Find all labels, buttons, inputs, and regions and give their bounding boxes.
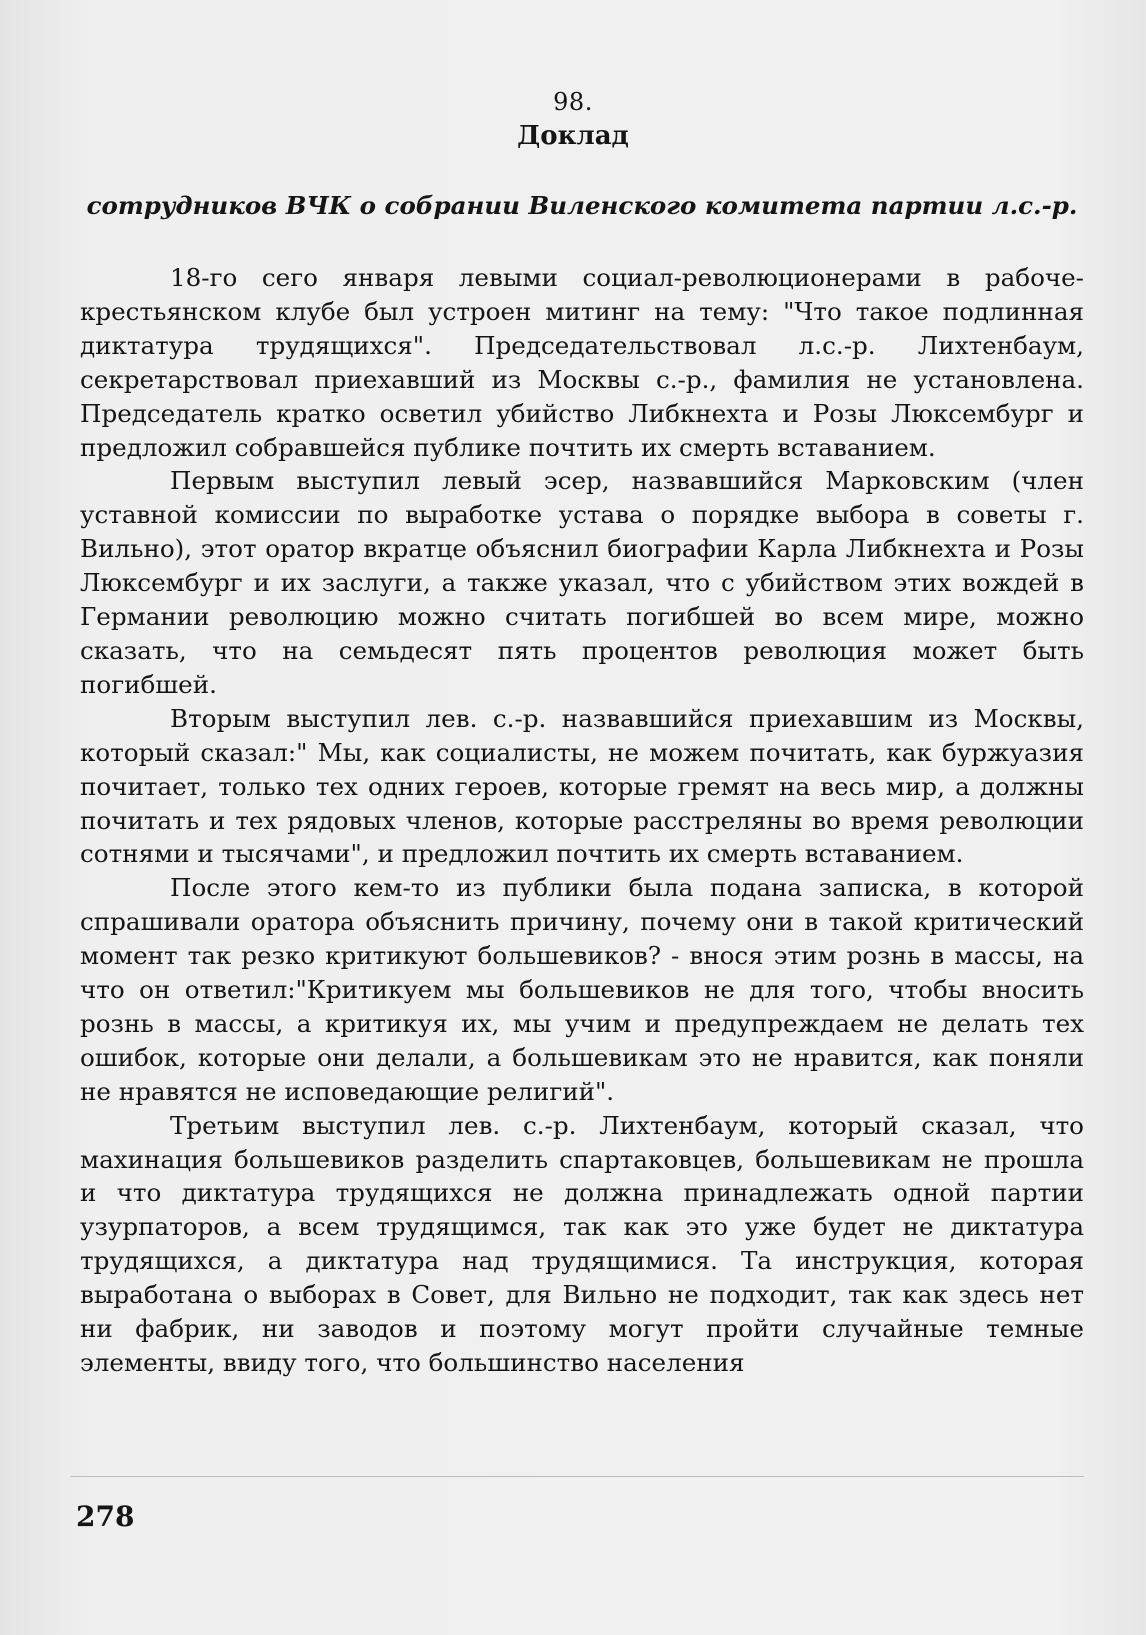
footer-divider [70, 1476, 1084, 1477]
document-body [80, 261, 1084, 1380]
paragraph: Вторым выступил лев. с.-р. назвавшийся приехавшим из Москвы, который сказал:" Мы, как социалисты, не можем почитать, как буржуазия почитает, только тех одних героев, которые гремят на весь мир, а должны почитать и тех рядовых членов, которые расстреляны во время революции сотнями и тысячами", и предложил почтить их смерть вставанием. [80, 703, 1084, 869]
paragraph: Первым выступил левый эсер, назвавшийся Марковским (член уставной комиссии по выработке устава о порядке выбора в советы г. Вильно), этот оратор вкратце объяснил биографии Карла Либкнехта и Розы Люксембург и их заслуги, а также указал, что с убийством этих вождей в Германии революцию можно считать погибшей во всем мире, можно сказать, что на семьдесят пять процентов революция может быть погибшей. [80, 466, 1084, 699]
paragraph: После этого кем-то из публики была подана записка, в которой спрашивали оратора объяснить причину, почему они в такой критический момент так резко критикуют большевиков? - внося этим рознь в массы, на что он ответил:"Критикуем мы большевиков не для того, чтобы вносить рознь в массы, а критикуя их, мы учим и предупреждаем не делать тех ошибок, которые они делали, а большевикам это не нравится, как поняли не нравятся не исповедающие религий". [80, 873, 1084, 1106]
document-subtitle: сотрудников ВЧК о собрании Виленского комитета партии л.с.-р. [86, 191, 1078, 220]
paragraph: 18-го сего января левыми социал-революционерами в рабоче-крестьянском клубе был устроен митинг на тему: "Что такое подлинная диктатура трудящихся". Председательствовал л.с.-р. Лихтенбаум, секретарствовал приехавший из Москвы с.-р., фамилия не установлена. Председатель кратко осветил убийство Либкнехта и Розы Люксембург и предложил собравшейся публике почтить их смерть вставанием. [80, 263, 1084, 462]
page-number: 278 [76, 1500, 135, 1533]
document-number: 98. [553, 88, 593, 116]
paragraph: Третьим выступил лев. с.-р. Лихтенбаум, который сказал, что махинация большевиков разделить спартаковцев, большевикам не прошла и что диктатура трудящихся не должна принадлежать одной партии узурпаторов, а всем трудящимся, так как это уже будет не диктатура трудящихся, а диктатура над трудящимися. Та инструкция, которая выработана о выборах в Совет, для Вильно не подходит, так как здесь нет ни фабрик, ни заводов и поэтому могут пройти случайные темные элементы, ввиду того, что большинство населения [80, 1110, 1084, 1377]
document-type-heading: Доклад [517, 121, 629, 151]
